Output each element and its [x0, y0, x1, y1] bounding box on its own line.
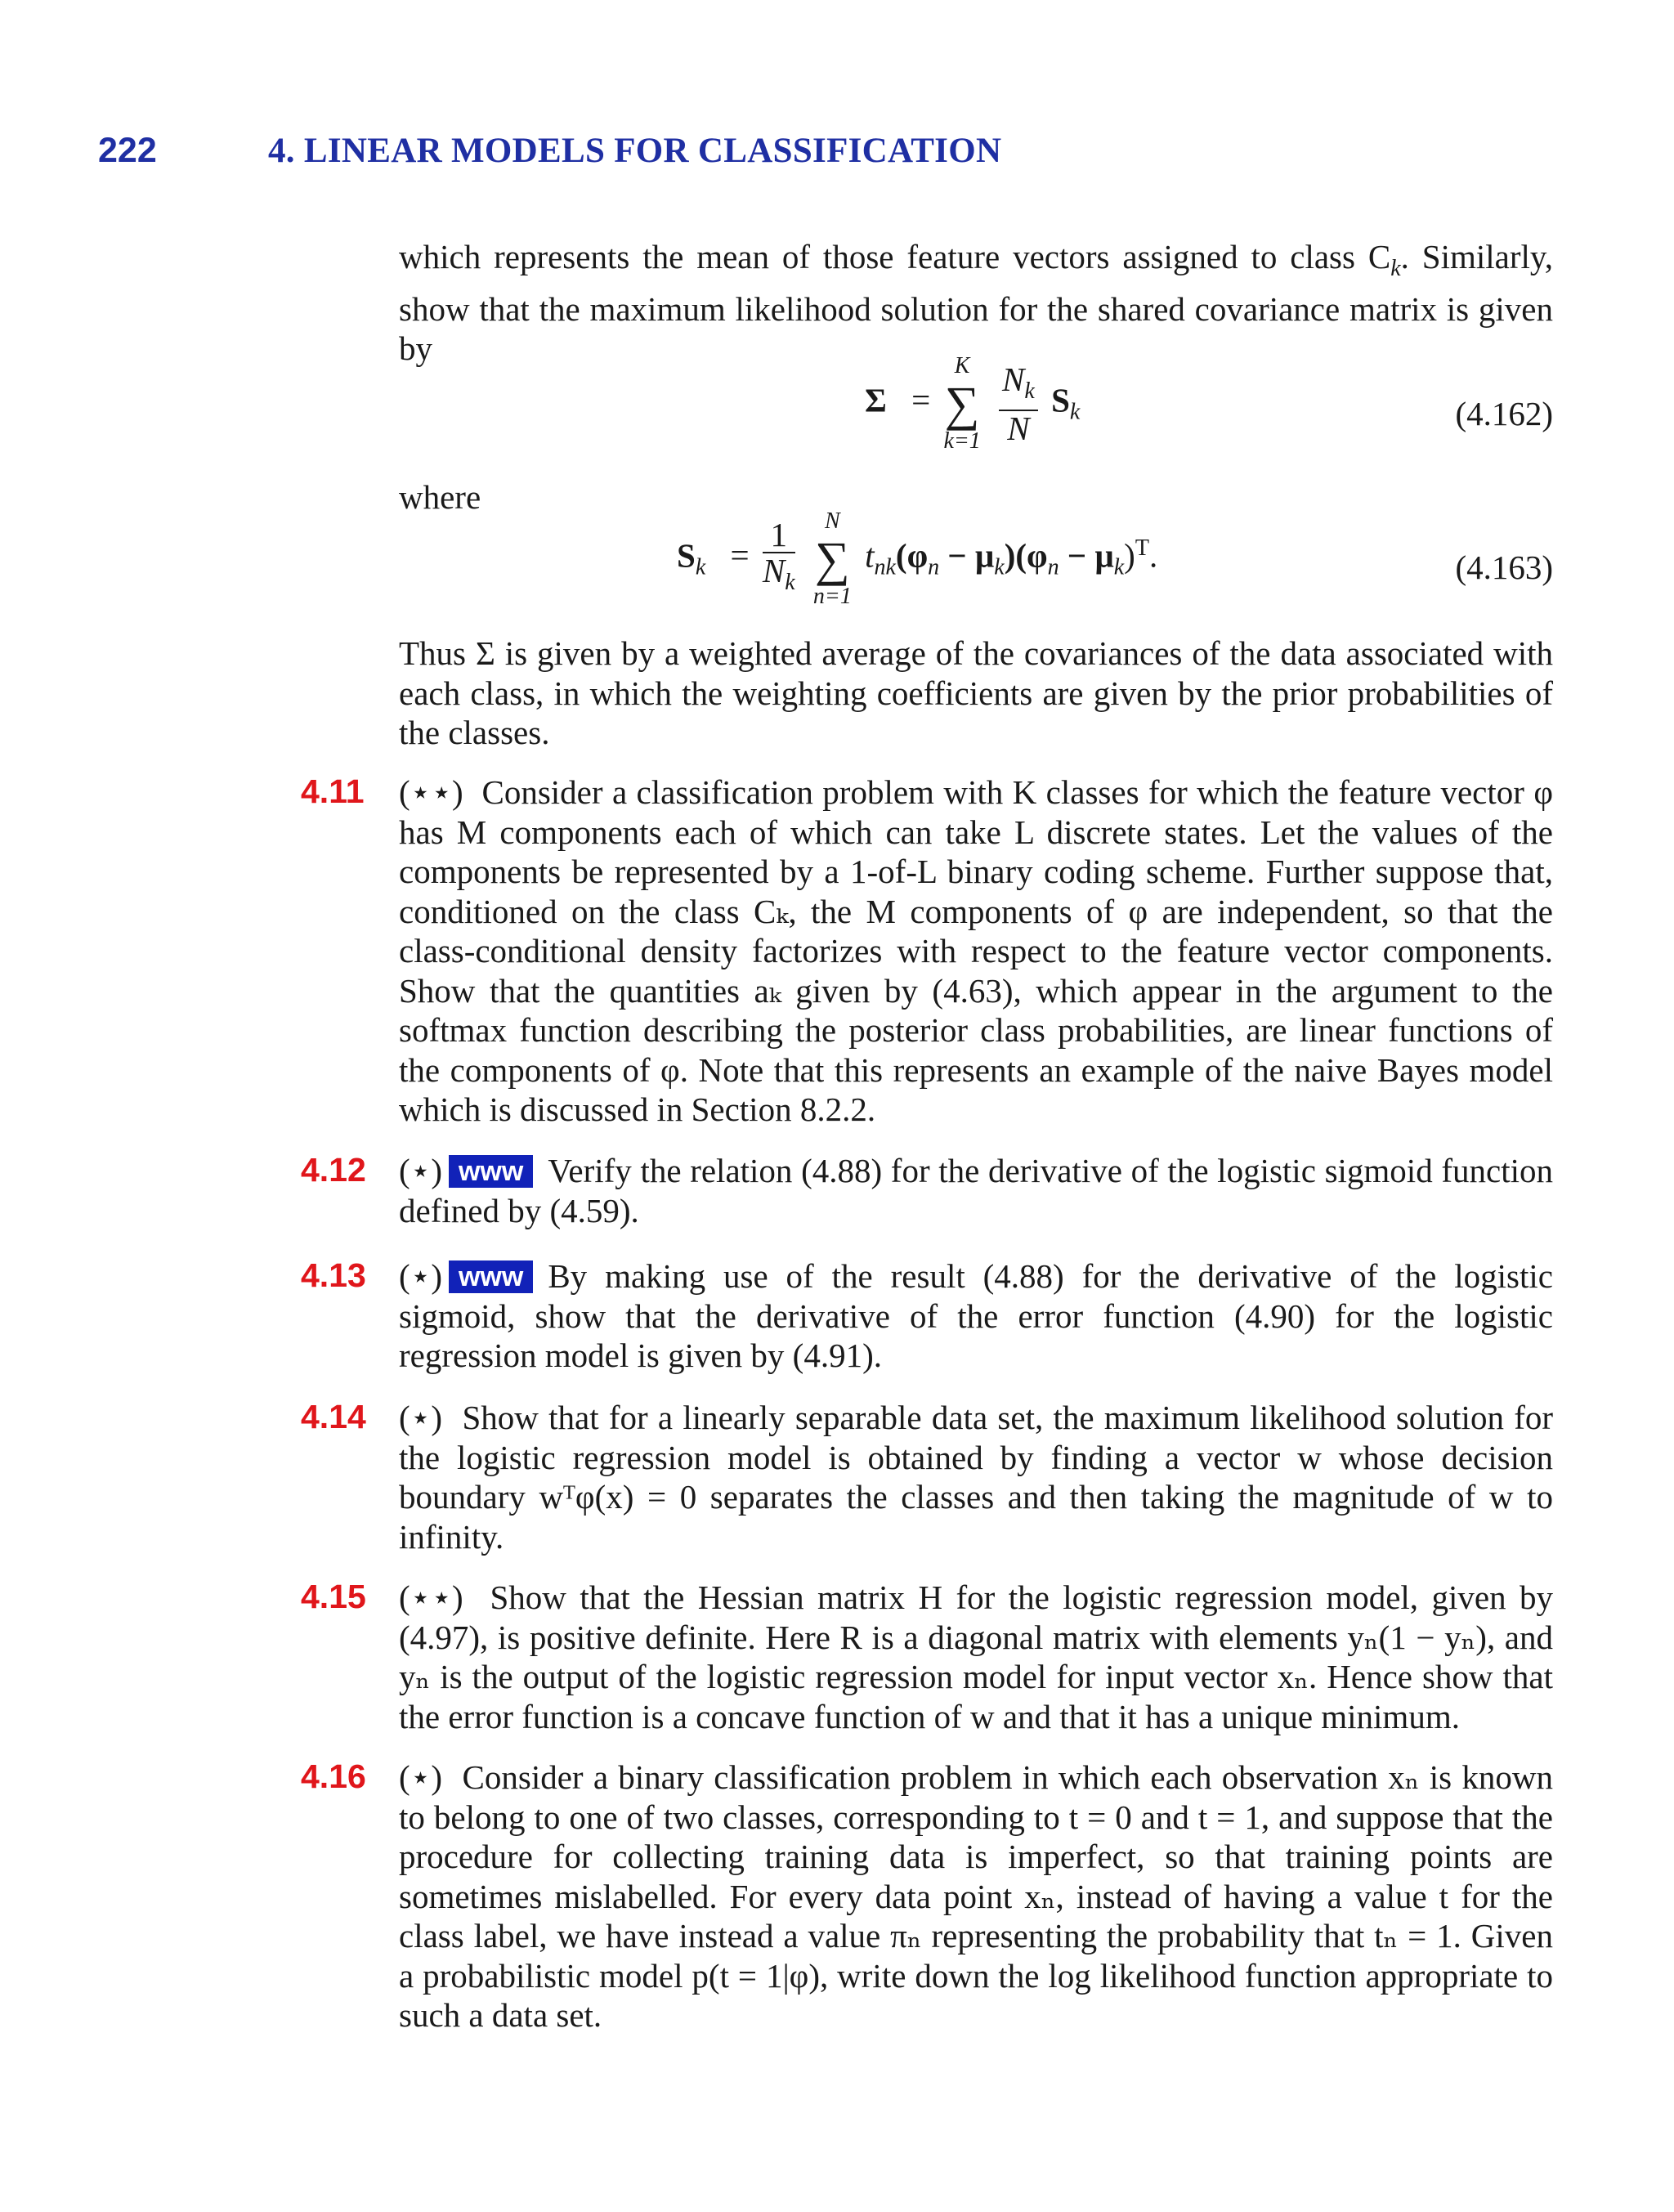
eq-body-phi: (φ [895, 536, 929, 575]
summation [813, 508, 852, 610]
equation-body: $S_k$ = $\frac{1}{N_k}$ N ∑ n=1 $t_{nk}(\varphi_n - \mu_k)(\varphi_n - \mu_k)^T$. [677, 508, 1158, 609]
exercise-text: Show that the Hessian matrix H for the logistic regression model, given by (4.97), is positive definite. Here R is a diagonal matrix with elements yₙ(1 − yₙ), and yₙ is the output of the logistic regression model for input vector xₙ. Hence show that the error function is a concave function of w and that it has a unique minimum. [399, 1578, 1553, 1735]
frac-den-sub: k [785, 570, 795, 596]
www-badge[interactable]: www [449, 1155, 533, 1188]
eq-term: S [1051, 381, 1070, 419]
eq-transpose: T [1135, 535, 1149, 561]
summation [943, 353, 980, 454]
sum-sign: ∑ [814, 532, 850, 586]
frac-denominator: N [762, 552, 786, 590]
www-badge[interactable]: www [449, 1260, 533, 1293]
eq-body-mu: − μ [939, 536, 995, 575]
exercise-number: 4.11 [301, 772, 365, 810]
exercise-number: 4.15 [301, 1578, 366, 1615]
eq-equals: = [730, 536, 750, 575]
equation-4-163 [399, 508, 1553, 631]
intro-paragraph: which represents the mean of those feature vectors assigned to class $C_k$. Similarly, show that the maximum likelihood solution for the shared covariance matrix is given by [399, 238, 1554, 368]
exercise-text: Verify the relation (4.88) for the derivative of the logistic sigmoid function defined by (4.59). [399, 1152, 1553, 1229]
frac-numerator: 1 [763, 517, 795, 553]
eq-equals: = [911, 381, 931, 419]
eq-lhs-sub: k [695, 554, 706, 580]
intro-text-1b: . Similarly, show that the maximum likelihood solution for the shared covariance matrix is given by [399, 238, 1554, 368]
eq-lhs-s: S [677, 536, 696, 575]
exercise-text: Show that for a linearly separable data set, the maximum likelihood solution for the logistic regression model is obtained by finding a vector w whose decision boundary wᵀφ(x) = 0 separates the classes and then taking the magnitude of w to infinity. [399, 1399, 1553, 1556]
chapter-title: 4. LINEAR MODELS FOR CLASSIFICATION [268, 132, 1002, 170]
exercise-stars: (⋆) [399, 1152, 442, 1189]
eq-body-close: ) [1124, 536, 1135, 575]
eq-body-phi2: )(φ [1004, 536, 1048, 575]
equation-number: (4.163) [1455, 549, 1553, 586]
thus-paragraph: Thus Σ is given by a weighted average of the covariances of the data associated with each class, in which the weighting coefficients are given by the prior probabilities of the classes. [399, 634, 1553, 751]
where-text: where [399, 478, 481, 516]
eq-body-t: t [865, 536, 875, 575]
sum-upper: K [954, 353, 970, 378]
exercise-number: 4.13 [301, 1256, 366, 1294]
exercise-4-11 [399, 772, 1553, 1130]
exercise-text: Consider a classification problem with K classes for which the feature vector φ has M components each of which can take L discrete states. Let the values of the components be represented by a 1-of-L binary coding scheme. Further suppose that, conditioned on the class Cₖ, the M components of φ are independent, so that the class-conditional density factorizes with respect to the feature vector components. Show that the quantities aₖ given by (4.63), which appear in the argument to the softmax function describing the posterior class probabilities, are linear functions of the components of φ. Note that this represents an example of the naive Bayes model which is discussed in Section 8.2.2. [399, 773, 1554, 1128]
intro-text-1: which represents the mean of those feature vectors assigned to class C [399, 238, 1391, 275]
exercise-stars: (⋆⋆) [399, 1578, 463, 1616]
equation-number: (4.162) [1455, 395, 1553, 432]
sum-lower: n=1 [812, 584, 852, 609]
eq-lhs-sigma: Σ [865, 381, 887, 419]
exercise-number: 4.16 [301, 1758, 366, 1795]
page-number: 222 [98, 131, 157, 170]
exercise-stars: (⋆) [399, 1399, 442, 1436]
sum-lower: k=1 [943, 428, 981, 454]
eq-period: . [1148, 536, 1158, 575]
exercise-text: Consider a binary classification problem in which each observation xₙ is known to belong to one of two classes, corresponding to t = 0 and t = 1, and suppose that the procedure for collecting training data is imperfect, so that training points are sometimes mislabelled. For every data point xₙ, instead of having a value t for the class label, we have instead a value πₙ representing the probability that tₙ = 1. Given a probabilistic model p(t = 1|φ), write down the log likelihood function appropriate to such a data set. [399, 1758, 1554, 2034]
equation-body [865, 353, 1080, 454]
exercise-4-13 [399, 1256, 1553, 1376]
exercise-stars: (⋆) [399, 1758, 442, 1796]
fraction [999, 362, 1038, 445]
eq-body-sub: nk [874, 554, 896, 580]
exercise-4-14 [399, 1398, 1553, 1556]
exercise-text: By making use of the result (4.88) for the derivative of the logistic sigmoid, show that the derivative of the error function (4.90) for the logistic regression model is given by (4.91). [399, 1257, 1553, 1374]
exercise-4-15 [399, 1578, 1553, 1736]
exercise-4-12 [399, 1151, 1553, 1230]
eq-term-sub: k [1069, 399, 1081, 425]
frac-numerator: N [1002, 360, 1025, 399]
equation-4-162 [399, 353, 1553, 476]
eq-body-mu2: − μ [1059, 536, 1114, 575]
exercise-number: 4.12 [301, 1151, 366, 1189]
sum-sign: ∑ [944, 377, 980, 431]
sum-upper: N [825, 508, 840, 534]
frac-denominator: N [1007, 409, 1030, 447]
exercise-4-16 [399, 1758, 1553, 2035]
exercise-stars: (⋆⋆) [399, 773, 463, 811]
exercise-stars: (⋆) [399, 1257, 442, 1295]
fraction [763, 517, 795, 600]
exercise-number: 4.14 [301, 1398, 366, 1435]
frac-num-sub: k [1024, 378, 1035, 405]
